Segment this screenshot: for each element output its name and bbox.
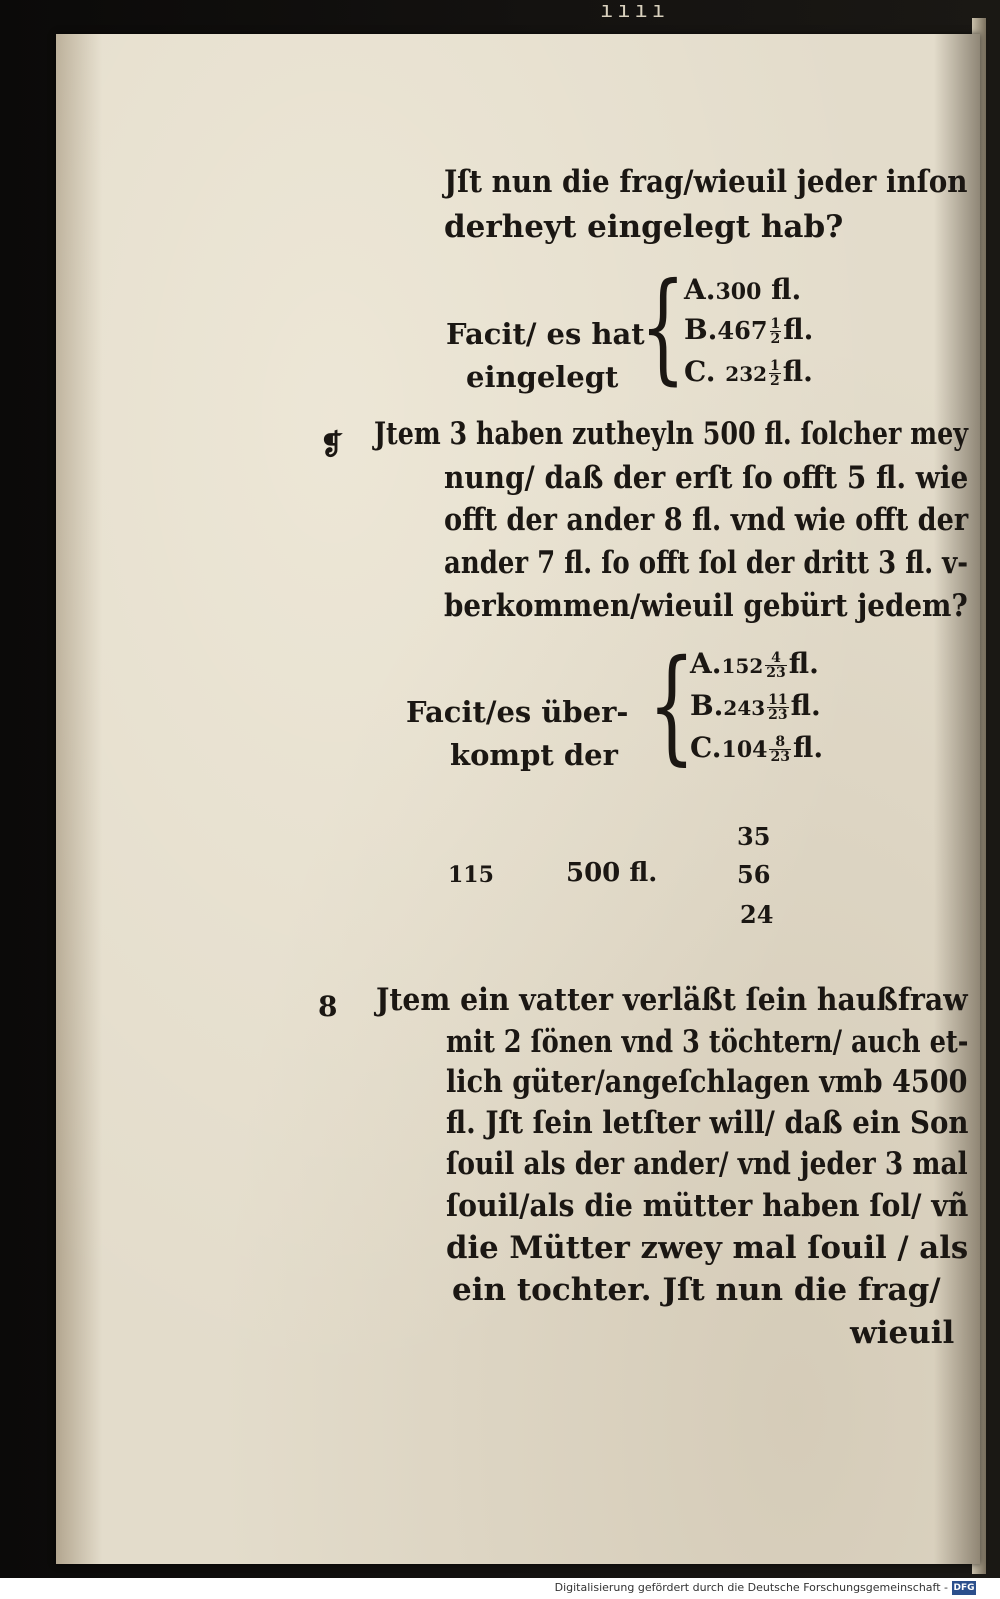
calc-part-3: 24 xyxy=(740,900,774,929)
calc-part-2: 56 xyxy=(737,860,771,889)
footer-bar xyxy=(0,1578,1000,1599)
answer-1-c xyxy=(684,352,813,394)
answer-2-b-fraction xyxy=(767,693,788,722)
paragraph-3-line-5: ſouil als der ander/ vnd jeder 3 mal xyxy=(446,1146,968,1182)
answer-2-b-letter: B. xyxy=(690,689,724,722)
answer-1-label-line-1: Facit/ es hat xyxy=(446,317,645,351)
answer-1-b-unit: fl. xyxy=(783,313,814,346)
answer-2-b-unit: fl. xyxy=(790,689,821,722)
answer-2-a-numerator: 4 xyxy=(765,651,786,666)
calc-amount: 500 fl. xyxy=(566,858,658,888)
footer-credit: Digitalisierung gefördert durch die Deutsche Forschungsgemeinschaft - xyxy=(554,1581,948,1594)
paragraph-1-line-2: derheyt eingelegt hab? xyxy=(444,209,844,245)
answer-1-label-line-2: eingelegt xyxy=(466,360,619,394)
answer-2-b-numerator: 11 xyxy=(768,692,788,708)
answer-1-b-whole: 467 xyxy=(717,316,768,345)
answer-1-b xyxy=(684,310,813,351)
paragraph-3-mark: 8 xyxy=(318,990,338,1023)
paragraph-2-line-1: Jtem 3 haben zutheyln 500 fl. ſolcher mey xyxy=(374,416,968,452)
answer-1-a-whole: 300 xyxy=(715,279,762,305)
calc-part-1: 35 xyxy=(737,822,771,851)
dfg-logo: DFG xyxy=(953,1583,975,1593)
answer-2-c-unit: fl. xyxy=(792,731,824,764)
paragraph-2-line-5: berkommen/wieuil gebürt jedem? xyxy=(444,588,968,624)
paragraph-3-line-6: ſouil/als die mütter haben ſol/ vñ xyxy=(446,1188,969,1224)
answer-1-c-fraction xyxy=(769,359,781,388)
answer-2-b-denominator: 23 xyxy=(768,707,788,723)
answer-2-c-denominator: 23 xyxy=(770,749,790,765)
answer-1-a-letter: A. xyxy=(684,273,716,306)
answer-2-a-letter: A. xyxy=(690,647,722,680)
calc-divisor: 115 xyxy=(448,862,494,888)
paragraph-1-line-1: Jſt nun die frag/wieuil jeder inſon xyxy=(444,164,968,200)
answer-1-a xyxy=(684,270,801,312)
paragraph-2-mark: ❡ xyxy=(320,428,344,461)
answer-2-brace: { xyxy=(648,634,696,778)
paragraph-3-line-7: die Mütter zwey mal ſouil / als xyxy=(446,1230,969,1266)
answer-2-b-whole: 243 xyxy=(723,696,766,720)
answer-2-a-denominator: 23 xyxy=(766,665,786,681)
answer-1-c-unit: fl. xyxy=(782,355,813,388)
answer-2-c xyxy=(690,728,823,770)
answer-1-c-whole: 232 xyxy=(725,362,768,386)
answer-1-c-letter: C. xyxy=(684,355,716,388)
answer-2-c-fraction xyxy=(769,735,790,764)
answer-1-b-denominator: 2 xyxy=(770,331,781,347)
book-page xyxy=(56,34,980,1564)
paragraph-3-line-4: fl. Jſt ſein letſter will/ daß ein Son xyxy=(446,1105,969,1141)
answer-1-b-fraction xyxy=(770,317,782,346)
answer-1-c-numerator: 1 xyxy=(770,358,780,374)
answer-1-b-letter: B. xyxy=(684,313,718,346)
paragraph-3-line-1: Jtem ein vatter verläßt ſein haußfraw xyxy=(376,982,968,1018)
answer-1-b-numerator: 1 xyxy=(770,316,781,332)
answer-1-brace: { xyxy=(640,258,686,397)
answer-2-label-line-2: kompt der xyxy=(450,738,618,772)
answer-1-c-denominator: 2 xyxy=(770,373,780,389)
answer-2-a-fraction xyxy=(765,651,786,680)
answer-2-c-letter: C. xyxy=(690,731,722,764)
paragraph-3-line-8: ein tochter. Jſt nun die frag/ xyxy=(452,1272,941,1308)
answer-2-b xyxy=(690,686,821,728)
paragraph-3-line-3: lich güter/angeſchlagen vmb 4500 xyxy=(446,1064,968,1100)
catchword: wieuil xyxy=(850,1315,955,1351)
answer-2-a-unit: fl. xyxy=(788,647,819,680)
answer-2-a xyxy=(690,644,819,686)
answer-2-c-numerator: 8 xyxy=(769,735,790,750)
answer-2-a-whole: 152 xyxy=(721,654,764,678)
top-edge-marks: ıııı xyxy=(600,0,669,23)
paragraph-2-line-2: nung/ daß der erſt ſo offt 5 fl. wie xyxy=(444,460,969,496)
answer-1-a-unit: fl. xyxy=(771,273,802,306)
paragraph-2-line-3: offt der ander 8 fl. vnd wie offt der xyxy=(444,502,969,538)
paragraph-3-line-2: mit 2 ſönen vnd 3 töchtern/ auch et- xyxy=(446,1024,969,1060)
paragraph-2-line-4: ander 7 fl. ſo offt ſol der dritt 3 fl. v- xyxy=(444,545,969,581)
answer-2-label-line-1: Facit/es über- xyxy=(406,695,629,729)
answer-2-c-whole: 104 xyxy=(721,737,768,763)
